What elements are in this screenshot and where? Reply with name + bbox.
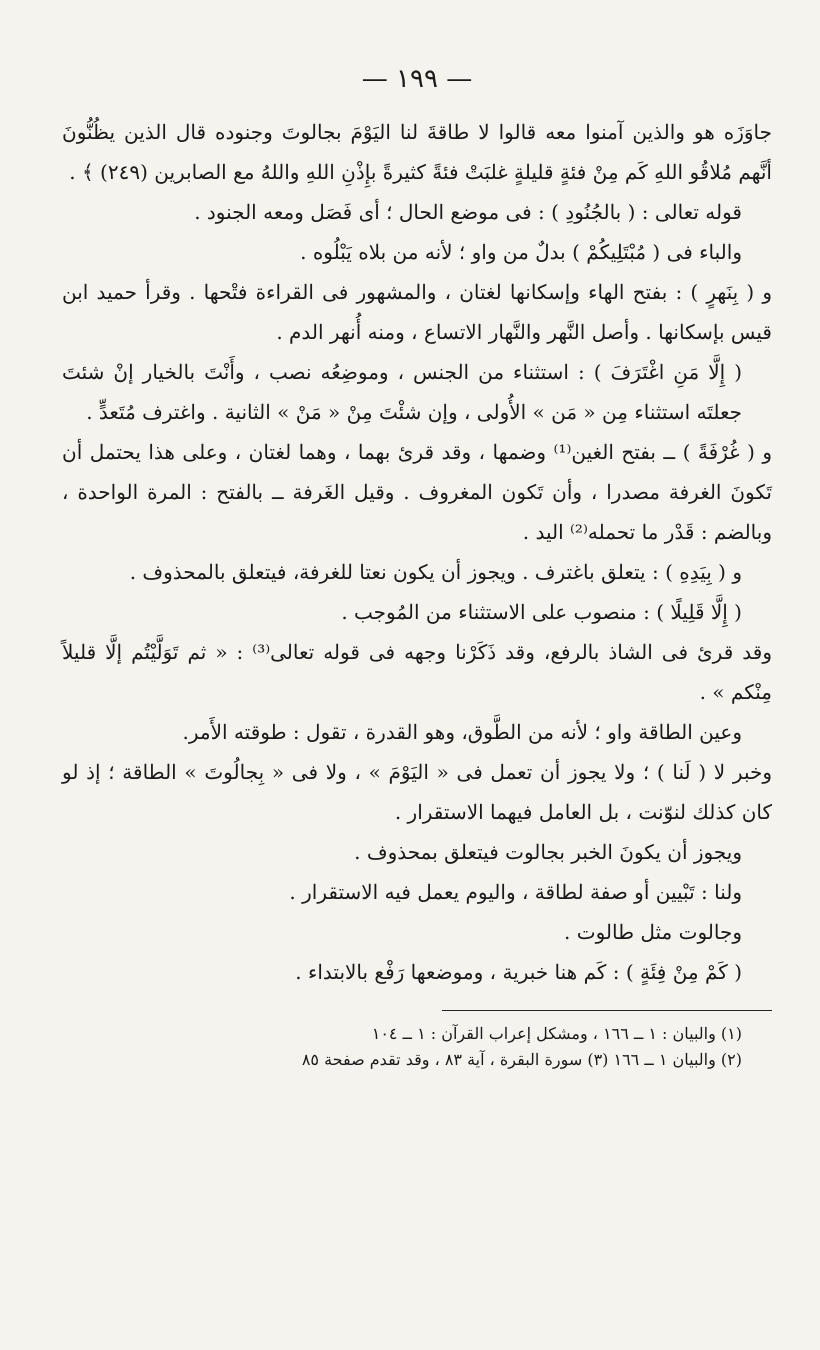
- paragraph-6: و ( غُرْفَةً ) ــ بفتح الغين⁽¹⁾ وضمها ، وقد قرئ بهما ، وهما لغتان ، وعلى هذا يحتمل أن تَكونَ الغرفة مصدرا ، وأن تَكون المغروف . وقيل الغَرفة ــ بالفتح : المرة الواحدة ، وبالضم : قَدْر ما تحمله⁽²⁾ اليد .: [62, 440, 772, 544]
- page-number: — ١٩٩ —: [361, 64, 473, 94]
- paragraph-2: قوله تعالى : ( بالجُنُودِ ) : فى موضع الحال ؛ أى فَصَل ومعه الجنود .: [194, 200, 742, 224]
- paragraph-15: ( كَمْ مِنْ فِئَةٍ ) : كَم هنا خبرية ، وموضعها رَفْع بالابتداء .: [295, 960, 742, 984]
- paragraph-3: والباء فى ( مُبْتَلِيكُمْ ) بدلٌ من واو ؛ لأنه من بلاه يَبْلُوه .: [300, 240, 742, 264]
- paragraph-12: ويجوز أن يكونَ الخبر بجالوت فيتعلق بمحذوف .: [354, 840, 742, 864]
- paragraph-14: وجالوت مثل طالوت .: [564, 920, 742, 944]
- footnote-1: (١) والبيان : ١ ــ ١٦٦ ، ومشكل إعراب القرآن : ١ ــ ١٠٤: [371, 1024, 742, 1043]
- paragraph-11: وخبر لا ( لَنا ) ؛ ولا يجوز أن تعمل فى « اليَوْمَ » ، ولا فى « بِجالُوتَ » الطاقة ؛ إذ لو كان كذلك لنوّنت ، بل العامل فيهما الاستقرار .: [62, 760, 772, 824]
- footnotes: [62, 1021, 772, 1073]
- paragraph-10: وعين الطاقة واو ؛ لأنه من الطَّوق، وهو القدرة ، تقول : طوقته الأَمر.: [182, 720, 742, 744]
- paragraph-13: ولنا : تَبْيين أو صفة لطاقة ، واليوم يعمل فيه الاستقرار .: [289, 880, 742, 904]
- paragraph-1: جاوَزَه هو والذين آمنوا معه قالوا لا طاقةَ لنا اليَوْمَ بجالوتَ وجنوده قال الذين يظُنُّونَ أنَّهم مُلاقُو اللهِ كَم مِنْ فئةٍ قليلةٍ غلبَتْ فئةً كثيرةً بإِذْنِ اللهِ واللهُ مع الصابرين (٢٤٩) ﴾ .: [62, 120, 772, 184]
- footnote-divider: [442, 1010, 772, 1011]
- paragraph-9: وقد قرئ فى الشاذ بالرفع، وقد ذَكَرْنا وجهه فى قوله تعالى⁽³⁾ : « ثم تَوَلَّيْتُم إلَّا قليلاً مِنْكم » .: [62, 640, 772, 704]
- paragraph-8: ( إِلَّا قَلِيلًا ) : منصوب على الاستثناء من المُوجب .: [341, 600, 742, 624]
- footnote-2: (٢) والبيان ١ ــ ١٦٦ (٣) سورة البقرة ، آية ٨٣ ، وقد تقدم صفحة ٨٥: [301, 1050, 742, 1069]
- paragraph-7: و ( بِيَدِهِ ) : يتعلق باغترف . ويجوز أن يكون نعتا للغرفة، فيتعلق بالمحذوف .: [129, 560, 742, 584]
- paragraph-5: ( إِلَّا مَنِ اغْتَرَفَ ) : استثناء من الجنس ، وموضِعُه نصب ، وأَنْتَ بالخيار إنْ شئتَ جعلتَه استثناء مِن « مَن » الأُولى ، وإن شئْتَ مِنْ « مَنْ » الثانية . واغترف مُتَعدٍّ .: [62, 360, 742, 424]
- paragraph-4: و ( بِنَهرٍ ) : بفتح الهاء وإسكانها لغتان ، والمشهور فى القراءة فتْحها . وقرأ حميد ابن قيس بإسكانها . وأصل النَّهر والنَّهار الاتساع ، ومنه أُنهر الدم .: [62, 280, 772, 344]
- body-text: [62, 112, 772, 992]
